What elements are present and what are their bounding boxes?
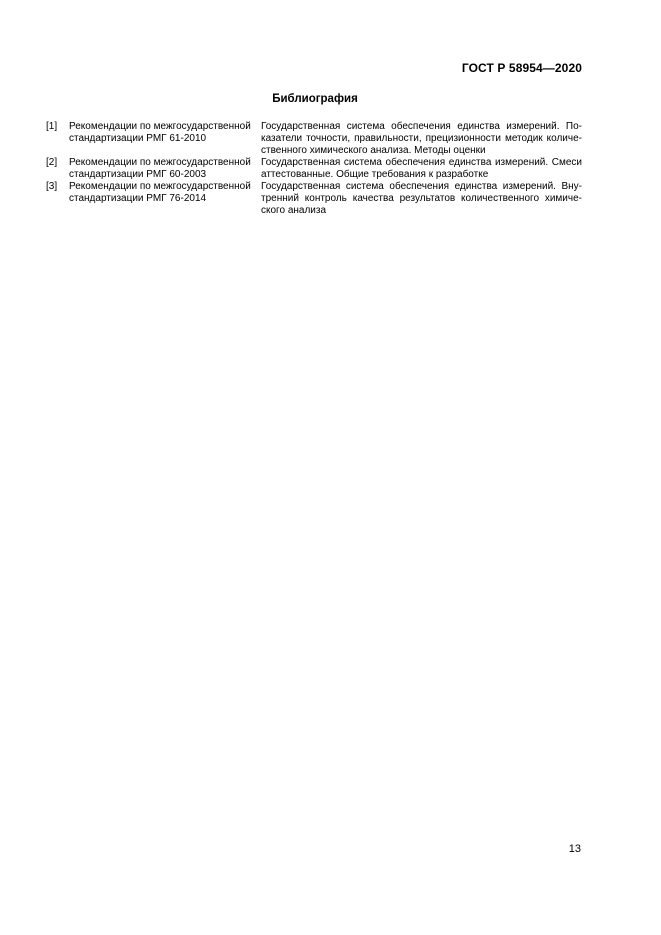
entry-source-line: стандартизации РМГ 60-2003: [69, 169, 207, 180]
document-code: ГОСТ Р 58954—2020: [461, 61, 582, 75]
entry-description-line: Государственная система обеспечения единства измерений. Вну-: [261, 181, 582, 192]
entry-source-line: Рекомендации по межгосударственной: [69, 157, 251, 168]
page-number: 13: [568, 843, 581, 855]
entry-description-line: ского анализа: [261, 205, 327, 216]
bibliography-entry: [46, 181, 582, 217]
entry-description-line: Государственная система обеспечения единства измерений. По-: [261, 121, 582, 132]
entry-number: [3]: [46, 181, 58, 192]
entry-description-line: Государственная система обеспечения единства измерений. Смеси: [261, 157, 582, 168]
entry-source-line: стандартизации РМГ 61-2010: [69, 133, 207, 144]
entry-number: [1]: [46, 121, 58, 132]
entry-description: [261, 181, 582, 217]
entry-description: [261, 157, 582, 181]
entry-description-line: тренний контроль качества результатов количественного химиче-: [261, 193, 582, 204]
section-title: Библиография: [272, 93, 358, 105]
entry-source-line: стандартизации РМГ 76-2014: [69, 193, 207, 204]
bibliography-entry: [46, 157, 582, 181]
bibliography-entry: [46, 121, 582, 157]
entry-source: [69, 121, 261, 157]
entry-source-line: Рекомендации по межгосударственной: [69, 181, 251, 192]
bibliography-list: [46, 121, 582, 217]
entry-number: [2]: [46, 157, 58, 168]
entry-source-line: Рекомендации по межгосударственной: [69, 121, 251, 132]
entry-description-line: ственного химического анализа. Методы оценки: [261, 145, 486, 156]
entry-source: [69, 181, 261, 217]
entry-description: [261, 121, 582, 157]
entry-description-line: казатели точности, правильности, прецизионности методик количе-: [261, 133, 582, 144]
entry-source: [69, 157, 261, 181]
entry-description-line: аттестованные. Общие требования к разработке: [261, 169, 489, 180]
